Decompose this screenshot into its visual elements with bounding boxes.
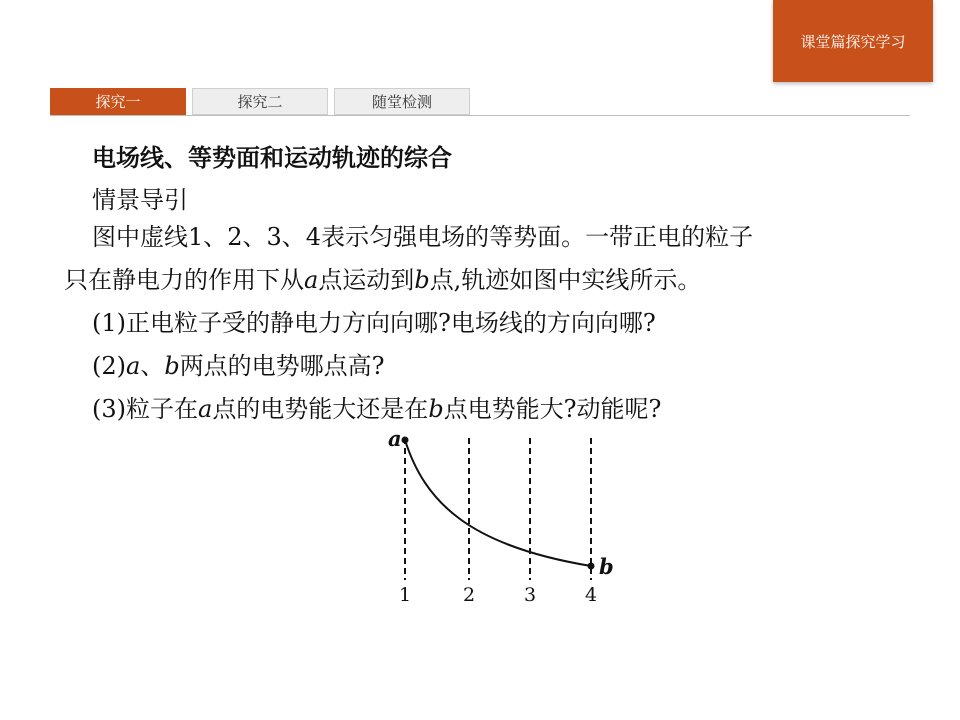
equipotential-figure xyxy=(380,428,620,612)
question-2-point-b: b xyxy=(164,352,180,380)
tab-in-class-test[interactable]: 随堂检测 xyxy=(334,88,470,115)
equipotential-label-3: 3 xyxy=(524,584,537,606)
point-a-inline: a xyxy=(304,266,319,294)
question-3-prefix: (3)粒子在 xyxy=(92,395,198,423)
particle-trajectory xyxy=(405,440,591,566)
tab-explore-1[interactable]: 探究一 xyxy=(50,88,186,115)
paragraph-line-2-part-1: 只在静电力的作用下从 xyxy=(64,266,304,294)
point-b-label: b xyxy=(599,554,614,579)
slide-heading: 电场线、等势面和运动轨迹的综合 xyxy=(92,144,452,172)
tab-divider xyxy=(50,115,910,116)
question-3-point-b: b xyxy=(428,395,444,423)
question-3-middle: 点的电势能大还是在 xyxy=(212,395,429,423)
question-3 xyxy=(92,394,661,424)
question-2-point-a: a xyxy=(126,352,141,380)
question-3-point-a: a xyxy=(198,395,213,423)
paragraph-line-1: 图中虚线1、2、3、4表示匀强电场的等势面。一带正电的粒子 xyxy=(92,223,754,251)
equipotential-label-1: 1 xyxy=(399,584,412,606)
question-3-suffix: 点电势能大?动能呢? xyxy=(443,395,662,423)
paragraph-line-2-part-3: 点,轨迹如图中实线所示。 xyxy=(429,266,702,294)
paragraph-line-2-part-2: 点运动到 xyxy=(318,266,415,294)
equipotential-diagram xyxy=(380,428,620,608)
point-a-label: a xyxy=(388,428,402,451)
section-badge: 课堂篇探究学习 xyxy=(773,0,933,82)
question-2-suffix: 两点的电势哪点高? xyxy=(179,352,385,380)
slide-subheading: 情景导引 xyxy=(92,186,188,214)
question-1: (1)正电粒子受的静电力方向向哪?电场线的方向向哪? xyxy=(92,309,656,337)
equipotential-label-2: 2 xyxy=(463,584,476,606)
question-2-prefix: (2) xyxy=(92,352,126,380)
equipotential-label-4: 4 xyxy=(585,584,598,606)
question-2 xyxy=(92,351,385,381)
point-a-dot xyxy=(402,437,409,444)
tab-explore-2[interactable]: 探究二 xyxy=(192,88,328,115)
paragraph-line-2 xyxy=(64,265,701,295)
point-b-inline: b xyxy=(414,266,430,294)
question-2-separator: 、 xyxy=(140,352,165,380)
point-b-dot xyxy=(588,563,595,570)
tab-bar xyxy=(50,88,476,115)
